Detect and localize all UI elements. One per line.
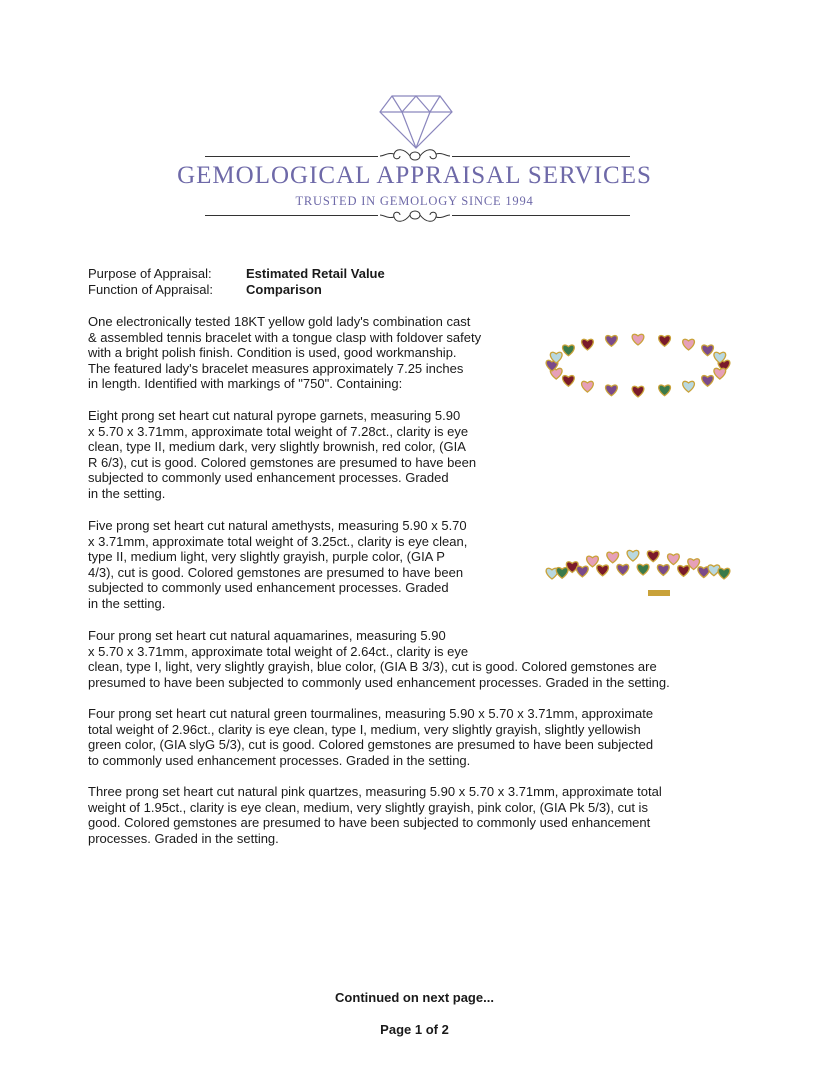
gemstone-line: Four prong set heart cut natural green tourmalines, measuring 5.90 x 5.70 x 3.71mm, approximate (88, 706, 654, 721)
brand-tagline: TRUSTED IN GEMOLOGY SINCE 1994 (295, 194, 534, 208)
item-description (88, 314, 481, 392)
gemstone-line: total weight of 2.96ct., clarity is eye clean, type I, medium, very slightly grayish, slightly yellowish (88, 721, 641, 737)
description-line: & assembled tennis bracelet with a tongue clasp with foldover safety (88, 329, 482, 345)
function-value: Comparison (246, 282, 322, 297)
gemstone-line: Four prong set heart cut natural aquamarines, measuring 5.90 (88, 628, 446, 643)
function-label: Function of Appraisal: (88, 282, 214, 297)
gemstone-pink-quartz-description (88, 784, 662, 846)
gemstone-line: good. Colored gemstones are presumed to have been subjected to commonly used enhancement (88, 815, 651, 831)
continued-note: Continued on next page... (335, 990, 494, 1005)
gemstone-line: Three prong set heart cut natural pink quartzes, measuring 5.90 x 5.70 x 3.71mm, approximate total (88, 784, 662, 799)
description-line: with a bright polish finish. Condition is used, good workmanship. (88, 345, 457, 361)
gemstone-line: subjected to commonly used enhancement processes. Graded (88, 470, 449, 486)
gemstone-line: to commonly used enhancement processes. Graded in the setting. (88, 752, 471, 768)
bracelet-photo-bottom (540, 538, 736, 608)
bracelet-photo-top (540, 322, 736, 404)
gemstone-line: clean, type I, light, very slightly grayish, blue color, (GIA B 3/3), cut is good. Colored gemstones are (88, 659, 657, 675)
function-row (88, 282, 385, 298)
purpose-label: Purpose of Appraisal: (88, 266, 212, 281)
gemstone-line: type II, medium light, very slightly grayish, purple color, (GIA P (88, 549, 445, 565)
gemstone-line: x 3.71mm, approximate total weight of 3.25ct., clarity is eye clean, (88, 533, 468, 549)
gemstone-line: presumed to have been subjected to commonly used enhancement processes. Graded in the setting. (88, 674, 670, 690)
gemstone-garnet-description (88, 408, 476, 502)
page-number: Page 1 of 2 (380, 1022, 449, 1037)
gemstone-line: in the setting. (88, 485, 166, 501)
description-line: One electronically tested 18KT yellow gold lady's combination cast (88, 314, 471, 329)
gemstone-line: in the setting. (88, 595, 166, 611)
purpose-row (88, 266, 385, 282)
gemstone-line: Five prong set heart cut natural amethysts, measuring 5.90 x 5.70 (88, 518, 467, 533)
diamond-icon (378, 94, 454, 150)
appraisal-meta (88, 266, 385, 298)
brand-name: GEMOLOGICAL APPRAISAL SERVICES (177, 162, 652, 189)
gemstone-aquamarine-description (88, 628, 670, 690)
gemstone-line: x 5.70 x 3.71mm, approximate total weight of 2.64ct., clarity is eye (88, 643, 469, 659)
gemstone-amethyst-description (88, 518, 467, 612)
gemstone-line: processes. Graded in the setting. (88, 830, 279, 846)
gemstone-line: x 5.70 x 3.71mm, approximate total weight of 7.28ct., clarity is eye (88, 423, 469, 439)
gemstone-line: Eight prong set heart cut natural pyrope garnets, measuring 5.90 (88, 408, 461, 423)
description-line: in length. Identified with markings of "750". Containing: (88, 376, 403, 392)
purpose-value: Estimated Retail Value (246, 266, 385, 281)
gemstone-line: subjected to commonly used enhancement processes. Graded (88, 580, 449, 596)
ornament-bottom-icon (378, 205, 452, 225)
gemstone-line: weight of 1.95ct., clarity is eye clean, medium, very slightly grayish, pink color, (GIA Pk 5/3), cut is (88, 799, 648, 815)
gemstone-line: green color, (GIA slyG 5/3), cut is good. Colored gemstones are presumed to have been subjected (88, 737, 654, 753)
gemstone-tourmaline-description (88, 706, 653, 768)
company-logo (0, 88, 829, 228)
gemstone-line: clean, type II, medium dark, very slightly brownish, red color, (GIA (88, 439, 466, 455)
gemstone-line: 4/3), cut is good. Colored gemstones are presumed to have been (88, 564, 464, 580)
description-line: The featured lady's bracelet measures approximately 7.25 inches (88, 360, 464, 376)
gemstone-line: R 6/3), cut is good. Colored gemstones are presumed to have been (88, 454, 477, 470)
